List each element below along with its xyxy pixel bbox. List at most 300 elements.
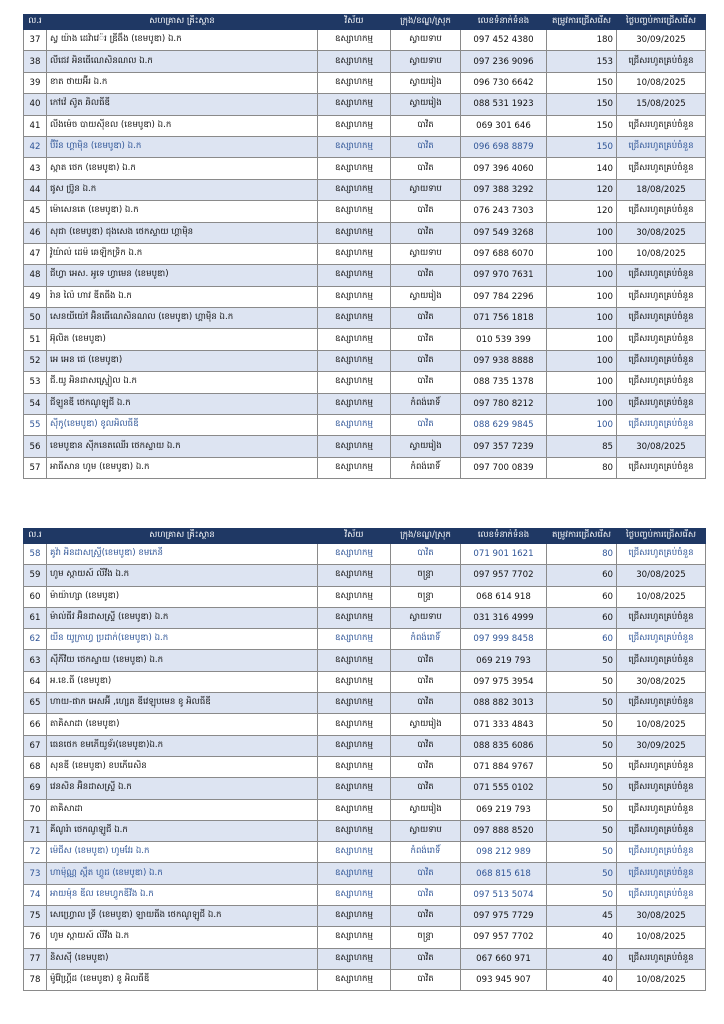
phone-number: 076 243 7303 — [461, 201, 547, 222]
deadline-cell: ជ្រើសរហូតគ្រប់ចំនួន — [617, 415, 706, 436]
row-number: 57 — [24, 457, 47, 478]
phone-number: 068 815 618 — [461, 863, 547, 884]
table-row — [24, 927, 706, 948]
table-row — [24, 179, 706, 200]
table-body — [24, 30, 706, 479]
company-name: សុជា (ខេមបូឌា) ជុងសេង ថេកស្ទាយ ហ្គាម៉ិន — [47, 222, 318, 243]
district-cell: បាវិត — [391, 265, 461, 286]
row-number: 59 — [24, 565, 47, 586]
row-number: 67 — [24, 735, 47, 756]
company-name: ជីឡូនឌី ថេកណូឡូជី ឯ.ក — [47, 393, 318, 414]
sector-cell: ឧស្សាហកម្ម — [318, 308, 391, 329]
sector-cell: ឧស្សាហកម្ម — [318, 136, 391, 157]
district-cell: ស្វាយទាប — [391, 607, 461, 628]
row-number: 75 — [24, 906, 47, 927]
deadline-cell: 30/08/2025 — [617, 222, 706, 243]
district-cell: បាវិត — [391, 158, 461, 179]
recruit-count: 140 — [547, 158, 617, 179]
recruit-count: 85 — [547, 436, 617, 457]
sector-cell: ឧស្សាហកម្ម — [318, 756, 391, 777]
deadline-cell: ជ្រើសរហូតគ្រប់ចំនួន — [617, 136, 706, 157]
phone-number: 097 452 4380 — [461, 30, 547, 51]
company-name: អាធីសាន ហូម (ខេមបូឌា) ឯ.ក — [47, 457, 318, 478]
sector-cell: ឧស្សាហកម្ម — [318, 393, 391, 414]
deadline-cell: 10/08/2025 — [617, 969, 706, 990]
table-row — [24, 94, 706, 115]
district-cell: បាវិត — [391, 372, 461, 393]
deadline-cell: ជ្រើសរហូតគ្រប់ចំនួន — [617, 329, 706, 350]
district-cell: កំពង់រោទិ៍ — [391, 393, 461, 414]
row-number: 37 — [24, 30, 47, 51]
table-row — [24, 586, 706, 607]
table-header-row — [24, 15, 706, 30]
recruit-count: 180 — [547, 30, 617, 51]
sector-cell: ឧស្សាហកម្ម — [318, 735, 391, 756]
row-number: 65 — [24, 693, 47, 714]
row-number: 60 — [24, 586, 47, 607]
row-number: 76 — [24, 927, 47, 948]
deadline-cell: 30/09/2025 — [617, 735, 706, 756]
recruit-count: 150 — [547, 136, 617, 157]
company-name: និសស៊ី (ខេមបូឌា) — [47, 948, 318, 969]
table-row — [24, 286, 706, 307]
district-cell: ស្វាយទាប — [391, 243, 461, 264]
table-row — [24, 393, 706, 414]
recruit-count: 60 — [547, 607, 617, 628]
recruit-count: 50 — [547, 778, 617, 799]
sector-cell: ឧស្សាហកម្ម — [318, 286, 391, 307]
header-company: សហគ្រាស គ្រឹះស្ថាន — [47, 529, 318, 544]
company-name: រ៉ាន ល៉ៃ ហាវ ឌីតធីង ឯ.ក — [47, 286, 318, 307]
header-district: ក្រុង/ខណ្ឌ/ស្រុក — [391, 529, 461, 544]
recruit-count: 50 — [547, 693, 617, 714]
district-cell: ចន្ទ្រា — [391, 586, 461, 607]
district-cell: កំពង់រោទិ៍ — [391, 457, 461, 478]
table-row — [24, 222, 706, 243]
phone-number: 069 219 793 — [461, 650, 547, 671]
header-sector: វិស័យ — [318, 15, 391, 30]
sector-cell: ឧស្សាហកម្ម — [318, 115, 391, 136]
recruit-count: 150 — [547, 72, 617, 93]
phone-number: 097 357 7239 — [461, 436, 547, 457]
row-number: 38 — [24, 51, 47, 72]
phone-number: 068 614 918 — [461, 586, 547, 607]
district-cell: បាវិត — [391, 863, 461, 884]
deadline-cell: 10/08/2025 — [617, 586, 706, 607]
deadline-cell: ជ្រើសរហូតគ្រប់ចំនួន — [617, 820, 706, 841]
phone-number: 071 555 0102 — [461, 778, 547, 799]
table-row — [24, 799, 706, 820]
row-number: 54 — [24, 393, 47, 414]
company-name: ស៊ីភីវិយ ថេកស្ទាយ (ខេមបូឌា) ឯ.ក — [47, 650, 318, 671]
district-cell: ស្វាយរៀង — [391, 94, 461, 115]
table-row — [24, 51, 706, 72]
recruit-count: 100 — [547, 286, 617, 307]
phone-number: 097 999 8458 — [461, 629, 547, 650]
deadline-cell: ជ្រើសរហូតគ្រប់ចំនួន — [617, 693, 706, 714]
header-no: ល.រ — [24, 15, 47, 30]
phone-number: 093 945 907 — [461, 969, 547, 990]
company-name: ហាម៉ុណ្ណ ស្ពឹត ហ្គូដ (ខេមបូឌា) ឯ.ក — [47, 863, 318, 884]
sector-cell: ឧស្សាហកម្ម — [318, 51, 391, 72]
sector-cell: ឧស្សាហកម្ម — [318, 544, 391, 565]
phone-number: 097 549 3268 — [461, 222, 547, 243]
table-row — [24, 969, 706, 990]
sector-cell: ឧស្សាហកម្ម — [318, 243, 391, 264]
phone-number: 088 835 6086 — [461, 735, 547, 756]
sector-cell: ឧស្សាហកម្ម — [318, 179, 391, 200]
row-number: 44 — [24, 179, 47, 200]
deadline-cell: ជ្រើសរហូតគ្រប់ចំនួន — [617, 457, 706, 478]
row-number: 41 — [24, 115, 47, 136]
phone-number: 031 316 4999 — [461, 607, 547, 628]
company-name: កៅវ៉េ ស៊ូត ឆិលធីឌី — [47, 94, 318, 115]
table-row — [24, 415, 706, 436]
table-row — [24, 136, 706, 157]
company-name: សុនឌី (ខេមបូឌា) ខបភើរេសិន — [47, 756, 318, 777]
district-cell: បាវិត — [391, 201, 461, 222]
table-row — [24, 436, 706, 457]
sector-cell: ឧស្សាហកម្ម — [318, 457, 391, 478]
phone-number: 071 901 1621 — [461, 544, 547, 565]
table-row — [24, 693, 706, 714]
table-row — [24, 565, 706, 586]
recruitment-table-1 — [23, 14, 706, 479]
company-name: ម៉ូវ៉ែហ្គ្រីដ (ខេមបូឌា) ខូ អិលធីឌី — [47, 969, 318, 990]
deadline-cell: ជ្រើសរហូតគ្រប់ចំនួន — [617, 201, 706, 222]
deadline-cell: 10/08/2025 — [617, 714, 706, 735]
deadline-cell: 30/08/2025 — [617, 436, 706, 457]
phone-number: 097 938 8888 — [461, 350, 547, 371]
company-name: អេ អេន ជេ (ខេមបូឌា) — [47, 350, 318, 371]
company-name: ហាយ-ផាក អេសអ៊ី ,ហ្សេត ឌីវេឡុបមេន ខូ អិលធីឌី — [47, 693, 318, 714]
deadline-cell: ជ្រើសរហូតគ្រប់ចំនួន — [617, 51, 706, 72]
phone-number: 097 396 4060 — [461, 158, 547, 179]
district-cell: ស្វាយរៀង — [391, 72, 461, 93]
sector-cell: ឧស្សាហកម្ម — [318, 969, 391, 990]
row-number: 63 — [24, 650, 47, 671]
company-name: ជី.យូ អិនដាសស្ទ្រៀល ឯ.ក — [47, 372, 318, 393]
deadline-cell: ជ្រើសរហូតគ្រប់ចំនួន — [617, 650, 706, 671]
sector-cell: ឧស្សាហកម្ម — [318, 436, 391, 457]
deadline-cell: ជ្រើសរហូតគ្រប់ចំនួន — [617, 265, 706, 286]
company-name: តាគិសាដា — [47, 799, 318, 820]
sector-cell: ឧស្សាហកម្ម — [318, 201, 391, 222]
district-cell: ស្វាយទាប — [391, 179, 461, 200]
company-name: ខាត ថាយអ៊ីរ ឯ.ក — [47, 72, 318, 93]
district-cell: បាវិត — [391, 544, 461, 565]
row-number: 77 — [24, 948, 47, 969]
sector-cell: ឧស្សាហកម្ម — [318, 265, 391, 286]
recruit-count: 50 — [547, 884, 617, 905]
phone-number: 071 756 1818 — [461, 308, 547, 329]
district-cell: កំពង់រោទិ៍ — [391, 629, 461, 650]
district-cell: បាវិត — [391, 906, 461, 927]
row-number: 46 — [24, 222, 47, 243]
company-name: ផូស ប្រ៊ូន ឯ.ក — [47, 179, 318, 200]
company-name: គីណូរ៉ា ថេកណូឡូជី ឯ.ក — [47, 820, 318, 841]
phone-number: 097 975 3954 — [461, 671, 547, 692]
company-name: តាគិសាដា (ខេមបូឌា) — [47, 714, 318, 735]
company-name: ម៉ាយ៉ាហ្សា (ខេមបូឌា) — [47, 586, 318, 607]
recruit-count: 100 — [547, 243, 617, 264]
table-row — [24, 115, 706, 136]
company-name: ហូម ស្កាយស៍ លីវីង ឯ.ក — [47, 927, 318, 948]
company-name: ខេមបូឌាន ស៊ីកនេតឈើរ ថេកស្ទាយ ឯ.ក — [47, 436, 318, 457]
row-number: 53 — [24, 372, 47, 393]
district-cell: ស្វាយទាប — [391, 820, 461, 841]
sector-cell: ឧស្សាហកម្ម — [318, 671, 391, 692]
phone-number: 071 884 9767 — [461, 756, 547, 777]
district-cell: បាវិត — [391, 884, 461, 905]
district-cell: បាវិត — [391, 671, 461, 692]
company-name: យីន យូក្រាហ្វ ប្រដាក់(ខេមបូឌា) ឯ.ក — [47, 629, 318, 650]
district-cell: ស្វាយរៀង — [391, 799, 461, 820]
table-row — [24, 756, 706, 777]
phone-number: 096 698 8879 — [461, 136, 547, 157]
company-name: អ៊ុលិត (ខេមបូឌា) — [47, 329, 318, 350]
recruit-count: 150 — [547, 94, 617, 115]
table-row — [24, 820, 706, 841]
phone-number: 088 629 9845 — [461, 415, 547, 436]
row-number: 69 — [24, 778, 47, 799]
deadline-cell: ជ្រើសរហូតគ្រប់ចំនួន — [617, 629, 706, 650]
sector-cell: ឧស្សាហកម្ម — [318, 372, 391, 393]
row-number: 45 — [24, 201, 47, 222]
table-row — [24, 544, 706, 565]
district-cell: បាវិត — [391, 415, 461, 436]
table-row — [24, 607, 706, 628]
table-row — [24, 714, 706, 735]
deadline-cell: ជ្រើសរហូតគ្រប់ចំនួន — [617, 842, 706, 863]
phone-number: 010 539 399 — [461, 329, 547, 350]
sector-cell: ឧស្សាហកម្ម — [318, 863, 391, 884]
recruit-count: 60 — [547, 586, 617, 607]
recruit-count: 50 — [547, 863, 617, 884]
district-cell: បាវិត — [391, 329, 461, 350]
district-cell: បាវិត — [391, 115, 461, 136]
deadline-cell: ជ្រើសរហូតគ្រប់ចំនួន — [617, 948, 706, 969]
recruit-count: 80 — [547, 544, 617, 565]
company-name: ប៊ីរីន ហ្គាម៉ិន (ខេមបូឌា) ឯ.ក — [47, 136, 318, 157]
deadline-cell: ជ្រើសរហូតគ្រប់ចំនួន — [617, 544, 706, 565]
header-phone: លេខទំនាក់ទំនង — [461, 15, 547, 30]
district-cell: បាវិត — [391, 948, 461, 969]
header-sector: វិស័យ — [318, 529, 391, 544]
sector-cell: ឧស្សាហកម្ម — [318, 415, 391, 436]
row-number: 61 — [24, 607, 47, 628]
sector-cell: ឧស្សាហកម្ម — [318, 565, 391, 586]
phone-number: 097 888 8520 — [461, 820, 547, 841]
sector-cell: ឧស្សាហកម្ម — [318, 927, 391, 948]
table-row — [24, 906, 706, 927]
deadline-cell: ជ្រើសរហូតគ្រប់ចំនួន — [617, 372, 706, 393]
table-row — [24, 884, 706, 905]
recruit-count: 100 — [547, 329, 617, 350]
phone-number: 088 882 3013 — [461, 693, 547, 714]
district-cell: ចន្ទ្រា — [391, 927, 461, 948]
row-number: 39 — [24, 72, 47, 93]
row-number: 64 — [24, 671, 47, 692]
recruit-count: 40 — [547, 948, 617, 969]
company-name: វ៉ូយ៉ាល់ ដេម៉ ឆេឡិកទ្រិក ឯ.ក — [47, 243, 318, 264]
deadline-cell: ជ្រើសរហូតគ្រប់ចំនួន — [617, 607, 706, 628]
table-row — [24, 629, 706, 650]
recruit-count: 100 — [547, 222, 617, 243]
recruit-count: 50 — [547, 671, 617, 692]
district-cell: បាវិត — [391, 778, 461, 799]
table-row — [24, 735, 706, 756]
row-number: 55 — [24, 415, 47, 436]
recruit-count: 50 — [547, 842, 617, 863]
sector-cell: ឧស្សាហកម្ម — [318, 820, 391, 841]
deadline-cell: ជ្រើសរហូតគ្រប់ចំនួន — [617, 308, 706, 329]
recruit-count: 153 — [547, 51, 617, 72]
deadline-cell: ជ្រើសរហូតគ្រប់ចំនួន — [617, 115, 706, 136]
district-cell: ស្វាយរៀង — [391, 714, 461, 735]
deadline-cell: 10/08/2025 — [617, 72, 706, 93]
recruit-count: 50 — [547, 820, 617, 841]
sector-cell: ឧស្សាហកម្ម — [318, 884, 391, 905]
district-cell: ស្វាយទាប — [391, 30, 461, 51]
table-row — [24, 671, 706, 692]
phone-number: 097 957 7702 — [461, 927, 547, 948]
sector-cell: ឧស្សាហកម្ម — [318, 158, 391, 179]
sector-cell: ឧស្សាហកម្ម — [318, 778, 391, 799]
recruit-count: 100 — [547, 393, 617, 414]
table-body — [24, 544, 706, 991]
deadline-cell: 18/08/2025 — [617, 179, 706, 200]
recruit-count: 50 — [547, 799, 617, 820]
company-name: ម៉េជីស (ខេមបូឌា) ហូមវែរ ឯ.ក — [47, 842, 318, 863]
header-no: ល.រ — [24, 529, 47, 544]
recruit-count: 60 — [547, 629, 617, 650]
company-name: ស៊ីកូ(ខេមបូឌា) ខូលអិលធីឌី — [47, 415, 318, 436]
phone-number: 097 957 7702 — [461, 565, 547, 586]
row-number: 62 — [24, 629, 47, 650]
table-row — [24, 650, 706, 671]
sector-cell: ឧស្សាហកម្ម — [318, 350, 391, 371]
row-number: 43 — [24, 158, 47, 179]
recruit-count: 100 — [547, 350, 617, 371]
recruit-count: 100 — [547, 372, 617, 393]
recruit-count: 40 — [547, 927, 617, 948]
phone-number: 088 735 1378 — [461, 372, 547, 393]
recruitment-table-2 — [23, 528, 706, 991]
row-number: 70 — [24, 799, 47, 820]
deadline-cell: ជ្រើសរហូតគ្រប់ចំនួន — [617, 158, 706, 179]
company-name: ជីហ្វា អេស. អូទេ ហ្វាមេន (ខេមបូឌា) — [47, 265, 318, 286]
company-name: ហូម ស្កាយស៍ លីវីង ឯ.ក — [47, 565, 318, 586]
deadline-cell: ជ្រើសរហូតគ្រប់ចំនួន — [617, 286, 706, 307]
company-name: វេនសិន អ៊ិនដាសស្ទ្រី ឯ.ក — [47, 778, 318, 799]
phone-number: 088 531 1923 — [461, 94, 547, 115]
recruit-count: 50 — [547, 756, 617, 777]
phone-number: 097 975 7729 — [461, 906, 547, 927]
sector-cell: ឧស្សាហកម្ម — [318, 629, 391, 650]
table-row — [24, 372, 706, 393]
deadline-cell: ជ្រើសរហូតគ្រប់ចំនួន — [617, 884, 706, 905]
deadline-cell: ជ្រើសរហូតគ្រប់ចំនួន — [617, 799, 706, 820]
deadline-cell: ជ្រើសរហូតគ្រប់ចំនួន — [617, 393, 706, 414]
district-cell: បាវិត — [391, 350, 461, 371]
district-cell: បាវិត — [391, 308, 461, 329]
deadline-cell: ជ្រើសរហូតគ្រប់ចំនួន — [617, 756, 706, 777]
row-number: 56 — [24, 436, 47, 457]
row-number: 68 — [24, 756, 47, 777]
row-number: 73 — [24, 863, 47, 884]
header-phone: លេខទំនាក់ទំនង — [461, 529, 547, 544]
recruit-count: 100 — [547, 415, 617, 436]
row-number: 71 — [24, 820, 47, 841]
phone-number: 069 301 646 — [461, 115, 547, 136]
sector-cell: ឧស្សាហកម្ម — [318, 94, 391, 115]
district-cell: ស្វាយរៀង — [391, 286, 461, 307]
company-name: ស្វ យ៉ាង ដេវ៉ាវេ៉រ ឌ្រីងឹង (ខេមបូឌា) ឯ.ក — [47, 30, 318, 51]
phone-number: 097 236 9096 — [461, 51, 547, 72]
sector-cell: ឧស្សាហកម្ម — [318, 799, 391, 820]
header-count: តម្រូវការជ្រើសរើស — [547, 15, 617, 30]
company-name: គូវ៉ា អិនដាសស្ទ្រី(ខេមបូឌា) ខមភេនី — [47, 544, 318, 565]
recruit-count: 60 — [547, 565, 617, 586]
table-row — [24, 243, 706, 264]
deadline-cell: 30/08/2025 — [617, 565, 706, 586]
recruit-count: 100 — [547, 308, 617, 329]
district-cell: បាវិត — [391, 735, 461, 756]
recruit-count: 150 — [547, 115, 617, 136]
phone-number: 071 333 4843 — [461, 714, 547, 735]
district-cell: បាវិត — [391, 693, 461, 714]
table-row — [24, 308, 706, 329]
row-number: 58 — [24, 544, 47, 565]
header-district: ក្រុង/ខណ្ឌ/ស្រុក — [391, 15, 461, 30]
table-row — [24, 30, 706, 51]
row-number: 42 — [24, 136, 47, 157]
district-cell: កំពង់រោទិ៍ — [391, 842, 461, 863]
district-cell: ស្វាយទាប — [391, 51, 461, 72]
phone-number: 097 784 2296 — [461, 286, 547, 307]
company-name: ស្កាត ថេក (ខេមបូឌា) ឯ.ក — [47, 158, 318, 179]
deadline-cell: 30/08/2025 — [617, 906, 706, 927]
sector-cell: ឧស្សាហកម្ម — [318, 30, 391, 51]
company-name: លីងម៉េច បាយស៊ីខល (ខេមបូឌា) ឯ.ក — [47, 115, 318, 136]
company-name: សេនយីយ៉ៅ អ៊ិនធើណេសិនណល (ខេមបូឌា) ហ្គាម៉ិន ឯ.ក — [47, 308, 318, 329]
sector-cell: ឧស្សាហកម្ម — [318, 650, 391, 671]
table-row — [24, 778, 706, 799]
table-header-row — [24, 529, 706, 544]
district-cell: បាវិត — [391, 650, 461, 671]
header-deadline: ថ្ងៃបញ្ចប់ការជ្រើសរើស — [617, 529, 706, 544]
district-cell: ស្វាយរៀង — [391, 436, 461, 457]
recruit-count: 50 — [547, 735, 617, 756]
row-number: 51 — [24, 329, 47, 350]
sector-cell: ឧស្សាហកម្ម — [318, 906, 391, 927]
company-name: អាយម៉ុន ឌីល ខេមហ្វូកឌីវីង ឯ.ក — [47, 884, 318, 905]
table-row — [24, 948, 706, 969]
row-number: 52 — [24, 350, 47, 371]
row-number: 74 — [24, 884, 47, 905]
sector-cell: ឧស្សាហកម្ម — [318, 693, 391, 714]
table-row — [24, 201, 706, 222]
company-name: ម៉ាល់ធីវ អ៊ិនដាសស្ទ្រី (ខេមបូឌា) ឯ.ក — [47, 607, 318, 628]
recruit-count: 100 — [547, 265, 617, 286]
sector-cell: ឧស្សាហកម្ម — [318, 586, 391, 607]
company-name: ម៉ោសេនតេ (ខេមបូឌា) ឯ.ក — [47, 201, 318, 222]
table-row — [24, 158, 706, 179]
deadline-cell: 15/08/2025 — [617, 94, 706, 115]
recruit-count: 40 — [547, 969, 617, 990]
district-cell: បាវិត — [391, 969, 461, 990]
